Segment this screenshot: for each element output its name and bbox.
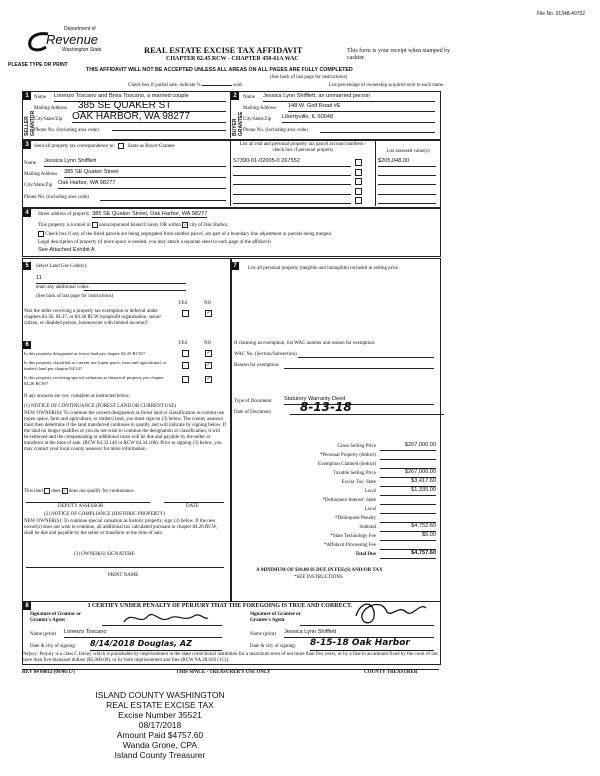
affidavit-processing-fee[interactable] xyxy=(380,541,436,550)
form-title: REAL ESTATE EXCISE TAX AFFIDAVIT xyxy=(144,45,303,55)
see-instructions-note: *SEE INSTRUCTIONS xyxy=(294,575,343,580)
property-street-address[interactable]: 385 SE Quaker Street, Oak Harbor, WA 98277 xyxy=(92,211,208,217)
assessed-value-2[interactable] xyxy=(378,167,436,176)
assessed-value-header: List assessed value(s) xyxy=(386,149,430,154)
q2-no-checkbox[interactable]: ✓ xyxy=(206,351,211,356)
legal-description[interactable]: See Attached Exhibit A xyxy=(38,247,95,253)
buyer-address[interactable]: 148 W. Golf Road #E xyxy=(288,103,435,112)
treasurer-space-note: THIS SPACE - TREASURER'S USE ONLY xyxy=(176,670,271,675)
grantor-signature-label: Signature of Grantor or Grantor's Agent xyxy=(30,612,81,623)
form-revision: REV 84 0001a (09/06/17) xyxy=(22,670,75,675)
land-use-code[interactable]: 11 xyxy=(36,275,186,284)
file-number: File No. 01348-40702 xyxy=(537,11,586,17)
treasurer-stamp xyxy=(60,690,260,760)
grantor-print-name[interactable]: Lorenzo Toscano xyxy=(64,629,222,638)
q4-yes-checkbox[interactable] xyxy=(182,376,189,383)
exemption-claimed[interactable] xyxy=(380,460,436,469)
does-qualify-checkbox[interactable] xyxy=(44,488,50,494)
owner-signature-line[interactable] xyxy=(26,567,224,568)
delinquent-penalty[interactable] xyxy=(380,514,436,523)
warning-line: THIS AFFIDAVIT WILL NOT BE ACCEPTED UNLESS ALL AREAS ON ALL PAGES ARE FULLY COMPLETED xyxy=(86,67,353,73)
section-1-badge: 1 xyxy=(23,92,31,100)
gross-selling-price[interactable]: $267,000.00 xyxy=(380,442,436,451)
excise-tax-local[interactable]: $1,335.00 xyxy=(380,487,436,496)
assessed-value-5[interactable] xyxy=(378,195,436,204)
subtotal[interactable]: $4,752.60 xyxy=(380,523,436,532)
stamp-excise-number: Excise Number 35521 xyxy=(118,710,202,720)
if-yes-note: If any answers are yes, complete as instructed below. xyxy=(24,394,131,399)
personal-property-deduct[interactable] xyxy=(380,451,436,460)
personal-property-checkbox-3[interactable] xyxy=(355,178,362,185)
notice-1-text: NEW OWNER(S): To continue the current designation as forest land or classification as current use (open space, farm and agriculture, or timber) land, you must sign on (3) below. The county assessor must then determine if the land transferred continues to qualify and will indicate by signing below. If the land no longer qualifies or you do not wish to continue the designation or classification, it will be removed and the compensating or additional taxes will be due and payable by the seller or transferor at the time of sale. (RCW 84.33.140 or RCW 84.34.108). Prior to signing (3) below, you may contact your local county assessor for more information. xyxy=(24,411,226,452)
excise-tax-state[interactable]: $3,417.60 xyxy=(380,478,436,487)
delinquent-interest-local[interactable] xyxy=(380,505,436,514)
grantee-date-city[interactable]: 8-15-18 Oak Harbor xyxy=(310,636,434,651)
within-city-checkbox[interactable]: ✓ xyxy=(183,222,187,227)
print-name-label: PRINT NAME xyxy=(108,573,139,578)
buyer-phone[interactable] xyxy=(320,124,435,133)
taxable-selling-price[interactable]: $267,000.00 xyxy=(380,469,436,478)
parcel-number-5[interactable] xyxy=(233,195,351,204)
continuance-line: This land does ✓ does not qualify for continuance. xyxy=(24,488,135,495)
tax-correspondence-name[interactable]: Jessica Lynn Shifflett xyxy=(44,158,226,167)
stamp-amount-paid: Amount Paid $4757.60 xyxy=(116,730,204,740)
question-1: Was the seller receiving a property tax exemption or deferral under chapters 84.36, 84.37, or 84.38 RCW (nonprofit organization, senior citizen, or disabled person, homeowner with limited income)? xyxy=(24,309,162,326)
q1-no-checkbox[interactable]: ✓ xyxy=(206,311,211,316)
street-address-line: Street address of property: 385 SE Quaker Street, Oak Harbor, WA 98277 xyxy=(38,211,208,217)
question-2: Is this property designated as forest land per chapter 84.33 RCW? xyxy=(24,351,146,356)
please-type: PLEASE TYPE OR PRINT xyxy=(8,62,68,68)
grantee-signature-label: Signature of Grantee or Grantee's Agent xyxy=(250,612,301,623)
does-not-qualify-checkbox[interactable]: ✓ xyxy=(62,488,67,493)
minimum-due-note: A MINIMUM OF $10.00 IS DUE IN FEE(S) AND/OR TAX xyxy=(256,568,383,573)
section-6-badge: 6 xyxy=(23,341,31,349)
perjury-notice: Perjury: Perjury is a class C felony which is punishable by imprisonment in the state correctional institution for a maximum term of not more than five years, or by a fine in an amount fixed by the court of not more than five thousand dollars ($5,000.00), or by both imprisonment and fine (RCW 9A.20.020 (1C)). xyxy=(22,652,438,663)
section-4-badge: 4 xyxy=(23,209,31,217)
ownership-note: List percentage of ownership acquired next to each name. xyxy=(329,83,445,88)
seller-side-label: SELLER GRANTOR xyxy=(24,110,36,136)
notice-1-title: (1) NOTICE OF CONTINUANCE (FOREST LAND OR CURRENT USE) xyxy=(24,404,177,409)
revenue-logo: Department of Revenue Washington State xyxy=(12,22,102,62)
seller-phone[interactable] xyxy=(112,122,226,131)
assessed-value-1[interactable]: $205,048.00 xyxy=(378,158,436,167)
personal-property-checkbox-5[interactable] xyxy=(355,197,362,204)
q4-no-checkbox[interactable]: ✓ xyxy=(206,377,211,382)
certify-statement: I CERTIFY UNDER PENALTY OF PERJURY THAT THE FOREGOING IS TRUE AND CORRECT. xyxy=(88,603,353,609)
stamp-county: ISLAND COUNTY WASHINGTON xyxy=(95,690,225,700)
grantor-date-city[interactable]: 8/14/2018 Douglas, AZ xyxy=(90,638,222,651)
partial-sale: Check box if partial sale, indicate % sold. xyxy=(128,83,243,88)
state-technology-fee[interactable]: $5.00 xyxy=(380,532,436,541)
segregated-checkbox[interactable] xyxy=(38,231,44,237)
q3-no-checkbox[interactable]: ✓ xyxy=(206,363,211,368)
q3-yes-checkbox[interactable] xyxy=(182,362,189,369)
receipt-note: This form is your receipt when stamped by cashier. xyxy=(347,48,451,61)
section-3-badge: 3 xyxy=(23,141,31,149)
document-type[interactable]: Statutory Warranty Deed xyxy=(284,396,434,405)
personal-property-checkbox-4[interactable] xyxy=(355,188,362,195)
parcel-number-4[interactable] xyxy=(233,186,351,195)
section-5-badge: 5 xyxy=(23,262,31,270)
stamp-date: 08/17/2018 xyxy=(138,720,182,730)
form-subtitle: CHAPTER 82.45 RCW - CHAPTER 458-61A WAC xyxy=(166,56,299,62)
deputy-assessor-line[interactable] xyxy=(26,502,150,503)
parcel-number-1[interactable]: S7390-01-02005-0 267552 xyxy=(233,158,351,167)
assessor-date-line[interactable] xyxy=(164,502,224,503)
buyer-city[interactable]: Libertyville, IL 60048 xyxy=(282,114,435,123)
question-3: Is this property classified as current use (open space, farm and agricultural, or timber) land per chapter 84.34? xyxy=(24,360,167,371)
correspondence-label: Send all property tax correspondence to: Same as Buyer/Grantee xyxy=(34,144,175,150)
grantor-signature-icon xyxy=(120,608,210,628)
exemption-reason-field[interactable] xyxy=(284,360,434,369)
legal-description-label: Legal description of property (if more space is needed, you may attach a separate sheet to each page of the affidavit) xyxy=(38,240,271,245)
question-4: Is this property receiving special valuation as historical property per chapter 84.26 RCW? xyxy=(24,375,164,386)
tax-correspondence-address[interactable]: 385 SE Quaker Street xyxy=(64,169,226,178)
personal-property-label: List all personal property (tangible and intangible) included in selling price. xyxy=(248,266,400,271)
location-line: This property is located in unincorporated Island County OR within ✓ city of Oak Harbor. xyxy=(38,222,229,229)
buyer-side-label: BUYER GRANTEE xyxy=(232,111,244,136)
assessed-value-4[interactable] xyxy=(378,186,436,195)
exemption-label: If claiming an exemption, list WAC number and reason for exemption: xyxy=(234,341,376,346)
buyer-name[interactable]: Jessica Lynn Shifflett, an unmarried person xyxy=(263,93,435,102)
same-as-buyer-checkbox[interactable] xyxy=(118,143,124,149)
stamp-treasurer-title: Island County Treasurer xyxy=(114,750,206,760)
tax-correspondence-city[interactable]: Oak Harbor, WA 98277 xyxy=(58,180,226,189)
segregated-line: Check box if any of the listed parcels are being segregated from another parcel, are part of a boundary line adjustment or parcels being merged. xyxy=(38,231,332,238)
personal-property-checkbox-1[interactable] xyxy=(355,159,362,166)
notice-2-title: (2) NOTICE OF COMPLIANCE (HISTORIC PROPERTY) xyxy=(44,512,165,517)
notice-2-text: NEW OWNER(S): To continue special valuation as historic property, sign (3) below. If the new owner(s) does not wish to continue, all additional tax calculated pursuant to chapter 84.26 RCW, shall be due and payable by the seller or transferor at the time of sale. xyxy=(24,519,218,536)
parcel-number-2[interactable] xyxy=(233,167,351,176)
grantee-signature-icon xyxy=(350,596,430,630)
grantee-print-name[interactable]: Jessica Lynn Shifflett xyxy=(284,629,434,638)
see-back-note: (See back of last page for instructions) xyxy=(270,75,348,80)
owner-signature-label: (3) OWNER(S) SIGNATURE xyxy=(74,552,135,557)
q2-yes-checkbox[interactable] xyxy=(182,350,189,357)
county-treasurer-label: COUNTY TREASURER xyxy=(364,670,418,675)
parcel-number-3[interactable] xyxy=(233,176,351,185)
document-date[interactable]: 8-13-18 xyxy=(290,400,444,415)
section-7-badge: 7 xyxy=(231,262,239,270)
wac-number-field[interactable] xyxy=(298,349,434,358)
additional-codes[interactable] xyxy=(84,282,186,291)
q1-yes-checkbox[interactable] xyxy=(182,310,189,317)
stamp-tax-title: REAL ESTATE EXCISE TAX xyxy=(106,700,214,710)
unincorporated-checkbox[interactable] xyxy=(92,222,98,228)
tax-correspondence-phone[interactable] xyxy=(100,192,226,201)
total-due[interactable]: $4,757.60 xyxy=(380,550,436,559)
section-2-badge: 2 xyxy=(231,92,239,100)
seller-address[interactable]: 385 SE QUAKER ST xyxy=(78,100,226,112)
assessed-value-3[interactable] xyxy=(378,176,436,185)
stamp-treasurer-name: Wanda Grone, CPA xyxy=(122,740,198,750)
parcel-header: List all real and personal property tax parcel account numbers - check box if personal property xyxy=(239,142,367,153)
delinquent-interest-state[interactable] xyxy=(380,496,436,505)
land-use-label: Select Land Use Code(s): xyxy=(36,264,88,269)
section-8-badge: 8 xyxy=(23,602,31,610)
seller-city[interactable]: OAK HARBOR, WA 98277 xyxy=(72,111,226,123)
personal-property-checkbox-2[interactable] xyxy=(355,169,362,176)
seller-name[interactable]: Lorenzo Toscano and Brisa Toscano, a married couple xyxy=(54,93,226,102)
